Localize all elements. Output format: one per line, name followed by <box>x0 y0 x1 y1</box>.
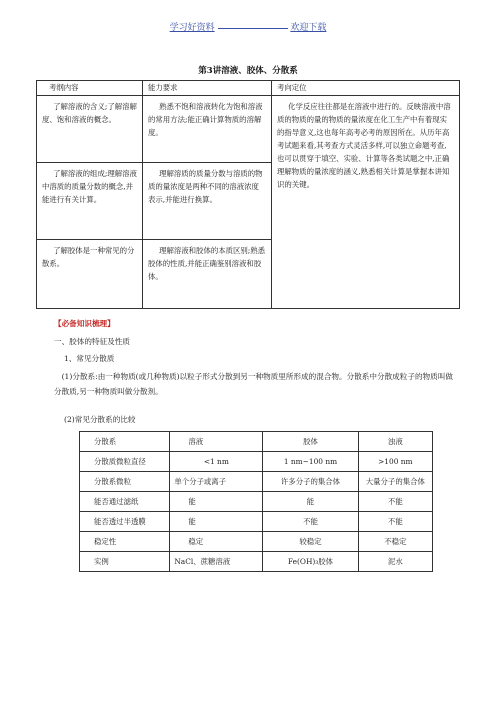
table-cell: Fe(OH)₃胶体 <box>263 552 358 572</box>
table-cell: NaCl、蔗糖溶液 <box>170 552 263 572</box>
table-row <box>80 452 433 472</box>
dispersion-comparison-table <box>79 431 433 572</box>
table-row <box>80 532 433 552</box>
table-cell: 能 <box>170 492 263 512</box>
syllabus-header-row <box>37 81 460 96</box>
table-cell: 1 nm~100 nm <box>263 452 358 472</box>
row-label: 能否透过半透膜 <box>80 512 170 532</box>
table-row <box>80 492 433 512</box>
ability-cell: 熟悉不饱和溶液转化为饱和溶液的常用方法;能正确计算物质的溶解度。 <box>143 96 272 163</box>
table-cell: 稳定 <box>170 532 263 552</box>
col-header-ability: 能力要求 <box>143 81 272 96</box>
row-label: 能否通过滤纸 <box>80 492 170 512</box>
row-label: 实例 <box>80 552 170 572</box>
knowledge-heading: 【必备知识梳理】 <box>54 319 115 328</box>
table-cell: <1 nm <box>170 452 263 472</box>
table-row <box>80 512 433 532</box>
row-label: 稳定性 <box>80 532 170 552</box>
table-cell: >100 nm <box>358 452 432 472</box>
comparison-caption: (2)常见分散系的比较 <box>64 415 136 424</box>
table-cell: 不能 <box>358 512 432 532</box>
table-cell: 能 <box>170 512 263 532</box>
row-label: 分散系 <box>80 432 170 452</box>
table-cell: 不稳定 <box>358 532 432 552</box>
table-cell: 较稳定 <box>263 532 358 552</box>
content-cell: 了解溶液的含义;了解溶解度、饱和溶液的概念。 <box>37 96 143 163</box>
page-header <box>0 20 496 33</box>
content-cell: 了解溶液的组成;理解溶液中溶质的质量分数的概念,并能进行有关计算。 <box>37 163 143 240</box>
header-right-text: 欢迎下载 <box>290 23 327 33</box>
header-underline <box>218 27 288 29</box>
table-cell: 能 <box>263 492 358 512</box>
subheading-dispersion: 1、常见分散质 <box>64 354 115 363</box>
row-label: 分散系微粒 <box>80 472 170 492</box>
table-cell: 不能 <box>263 512 358 532</box>
ability-cell: 理解溶质的质量分数与溶质的物质的量浓度是两种不同的溶液浓度表示,并能进行换算。 <box>143 163 272 240</box>
table-cell: 溶液 <box>170 432 263 452</box>
syllabus-row <box>37 96 460 163</box>
table-cell: 浊液 <box>358 432 432 452</box>
table-cell: 大量分子的集合体 <box>358 472 432 492</box>
subheading-colloid: 一、胶体的特征及性质 <box>54 337 130 346</box>
table-cell: 单个分子或离子 <box>170 472 263 492</box>
content-cell: 了解胶体是一种常见的分散系。 <box>37 240 143 309</box>
definition-paragraph: (1)分散系:由一种物质(或几种物质)以粒子形式分散到另一种物质里所形成的混合物。分散系中分散成粒子的物质叫做分散质,另一种物质叫做分散剂。 <box>54 372 453 396</box>
table-row <box>80 472 433 492</box>
table-row <box>80 432 433 452</box>
table-cell: 不能 <box>358 492 432 512</box>
col-header-content: 考纲内容 <box>37 81 143 96</box>
table-cell: 许多分子的集合体 <box>263 472 358 492</box>
lesson-title: 第3讲溶液、胶体、分散系 <box>198 66 298 76</box>
direction-cell: 化学反应往往都是在溶液中进行的。反映溶液中溶质的物质的量的物质的量浓度在化工生产中有着现实的指导意义,这也每年高考必考的原因所在。从历年高考试题来看,其考查方式灵活多样,可以独立命题考查,也可以贯穿于填空、实验、计算等各类试题之中,正确理解物质的量浓度的涵义,熟悉相关计算是掌握本讲知识的关键。 <box>272 96 460 309</box>
row-label: 分散质微粒直径 <box>80 452 170 472</box>
syllabus-table <box>36 80 460 309</box>
col-header-direction: 考向定位 <box>272 81 460 96</box>
table-row <box>80 552 433 572</box>
ability-cell: 理解溶液和胶体的本质区别;熟悉胶体的性质,并能正确鉴别溶液和胶体。 <box>143 240 272 309</box>
header-left-text: 学习好资料 <box>169 23 215 33</box>
table-cell: 胶体 <box>263 432 358 452</box>
table-cell: 泥水 <box>358 552 432 572</box>
